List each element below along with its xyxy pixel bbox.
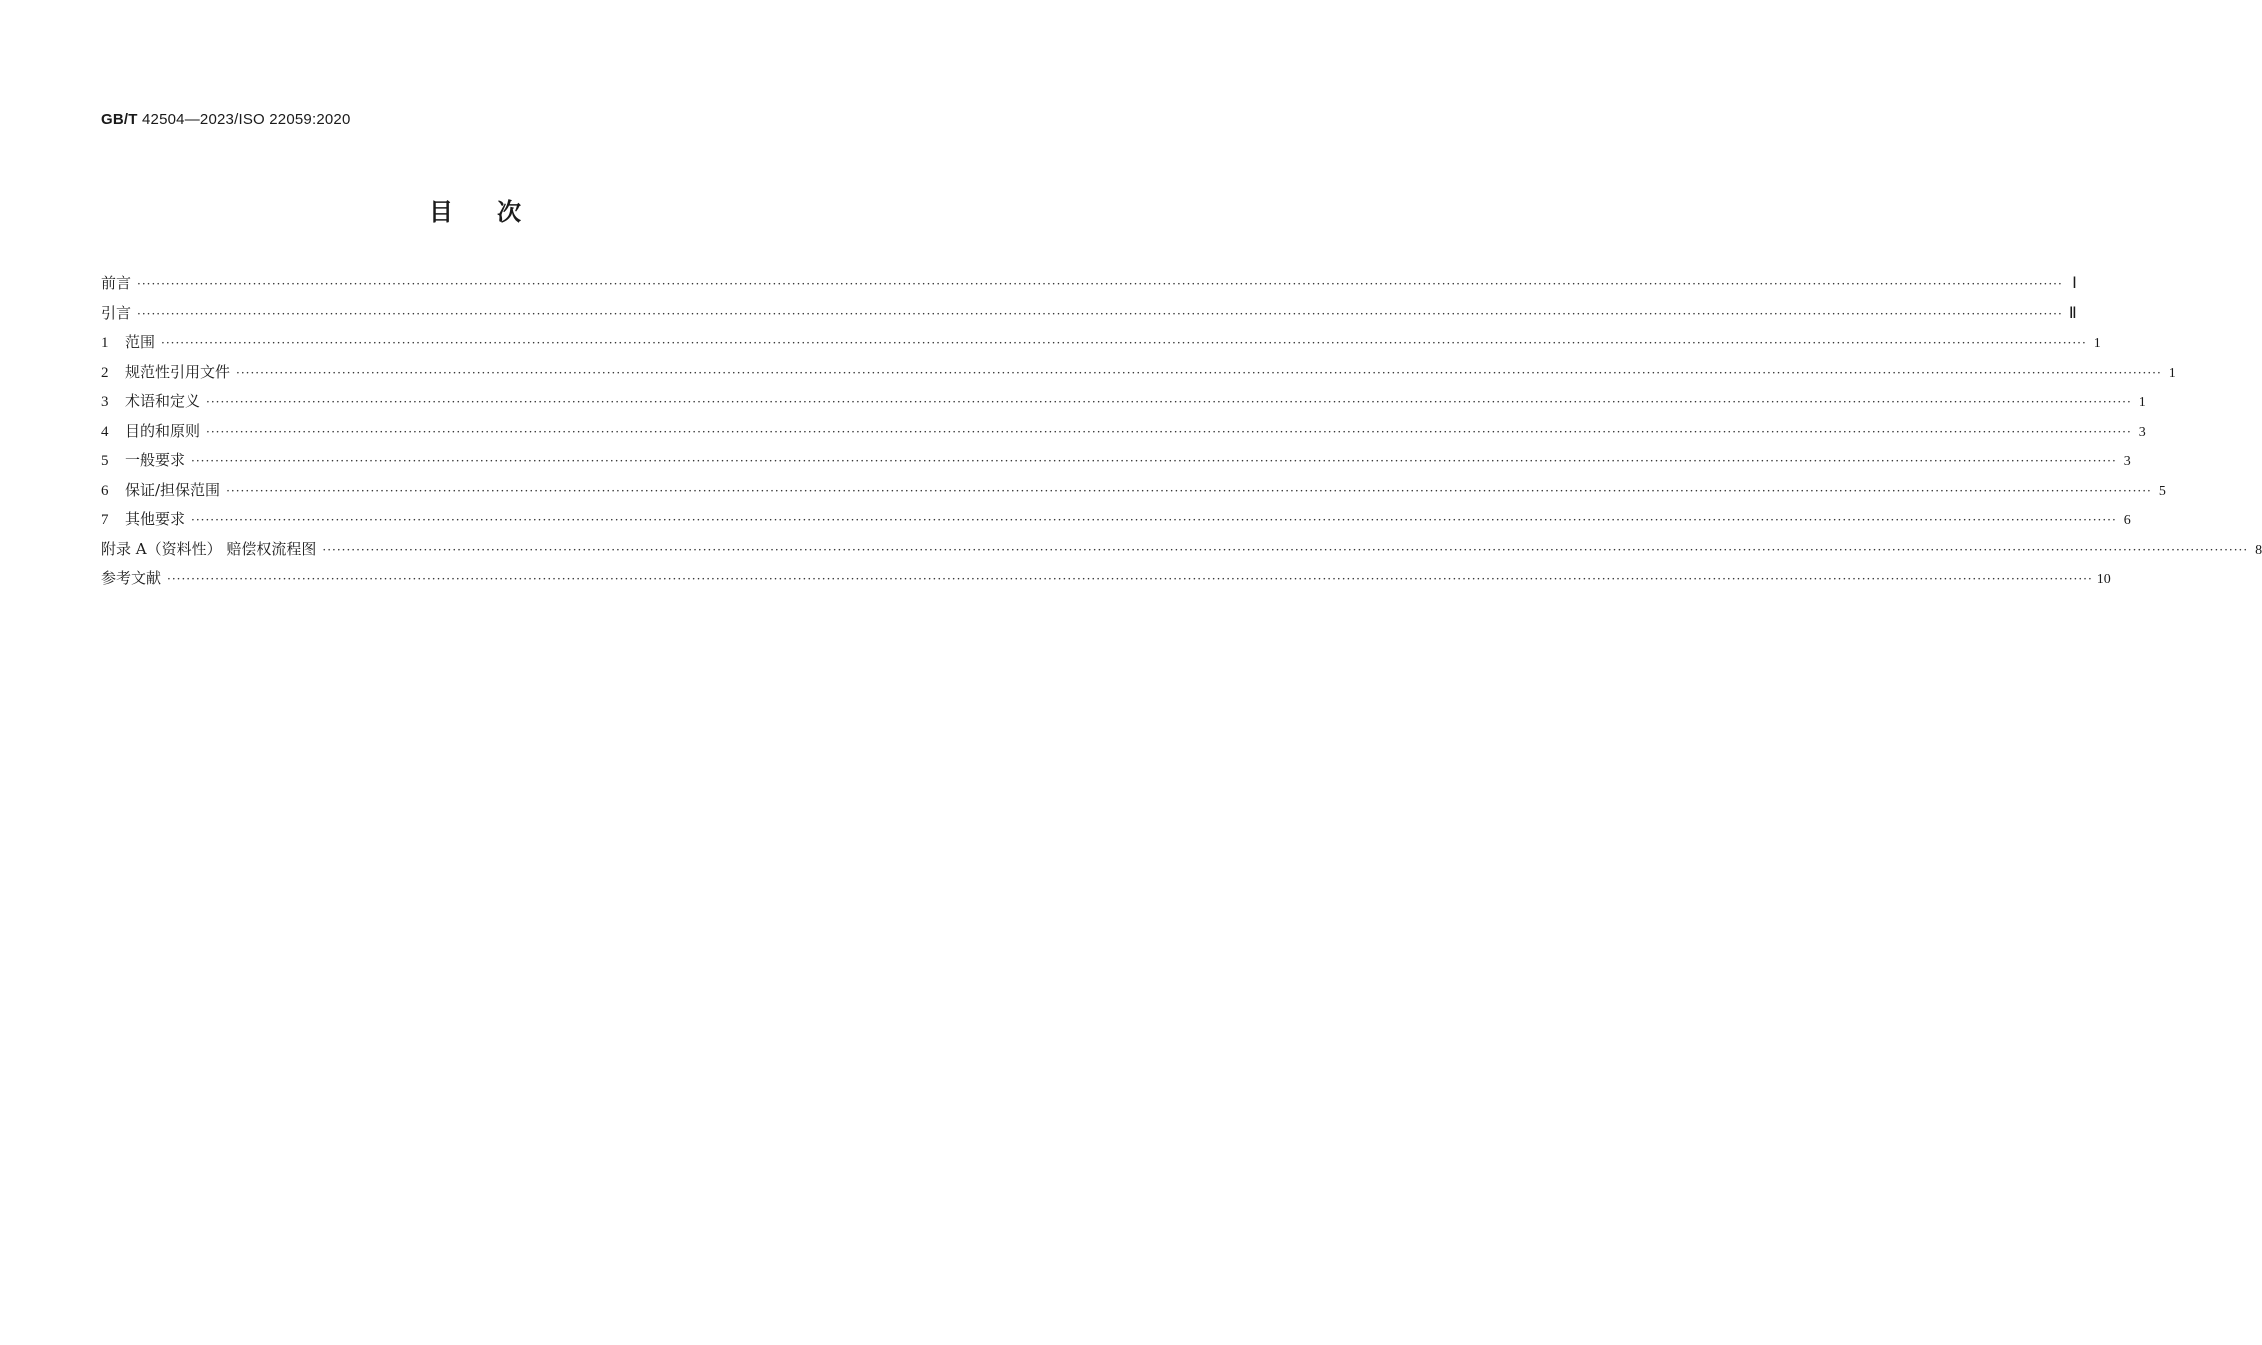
dot-leader: ················································································································································································································································································································································································································: [322, 542, 2249, 557]
toc-entry-page-number: 3: [2138, 424, 2146, 440]
toc-entry-page-number: 1: [2168, 365, 2176, 381]
toc-entry-label: [101, 358, 230, 389]
toc-entry-number: 1: [101, 335, 109, 351]
toc-entry-title: 范围: [125, 333, 156, 351]
dot-leader: ················································································································································································································································································································································································································: [161, 336, 2087, 350]
toc-entry-title: 其他要求: [125, 510, 186, 528]
toc-entry[interactable]: [101, 299, 2077, 329]
dot-leader: ················································································································································································································································································································································································································: [206, 395, 2132, 409]
toc-entry-page-number: 3: [2123, 454, 2131, 469]
toc-entry-label: [101, 299, 131, 329]
table-of-contents: [101, 269, 2262, 594]
toc-entry-title: 目的和原则: [125, 421, 201, 440]
dot-leader: ················································································································································································································································································································································································································: [236, 365, 2162, 380]
dot-leader: ················································································································································································································································································································································································································: [206, 424, 2132, 439]
toc-entry-page-number: 5: [2158, 483, 2166, 499]
toc-entry-label: [101, 446, 185, 477]
toc-entry-label: [101, 328, 155, 359]
toc-entry-label: [101, 417, 200, 448]
toc-entry-label: [101, 387, 200, 418]
toc-entry-title: 附录 A（资料性） 赔偿权流程图: [101, 539, 317, 558]
toc-entry-label: [101, 476, 220, 507]
toc-entry-title: 保证/担保范围: [125, 480, 221, 499]
toc-entry-page-number: 10: [2096, 572, 2111, 587]
dot-leader: ················································································································································································································································································································································································································: [137, 306, 2063, 321]
toc-entry-label: [101, 535, 316, 565]
toc-entry-number: 7: [101, 512, 109, 528]
toc-entry-number: 6: [101, 482, 109, 499]
toc-entry[interactable]: [101, 535, 2262, 565]
toc-entry-label: [101, 564, 161, 594]
toc-entry-title: 一般要求: [125, 451, 186, 469]
toc-entry-label: [101, 269, 131, 299]
toc-entry[interactable]: [101, 269, 2077, 299]
toc-entry-number: 2: [101, 364, 109, 381]
standard-identifier: 42504—2023/ISO 22059:2020: [137, 111, 351, 128]
toc-entry-page-number: 1: [2138, 395, 2146, 410]
dot-leader: ················································································································································································································································································································································································································: [191, 513, 2117, 527]
toc-entry[interactable]: [101, 328, 2101, 358]
toc-entry-number: 3: [101, 394, 109, 410]
dot-leader: ················································································································································································································································································································································································································: [226, 483, 2152, 498]
toc-entry[interactable]: [101, 476, 2166, 506]
toc-entry-label: [101, 505, 185, 536]
dot-leader: ················································································································································································································································································································································································································: [167, 572, 2093, 586]
toc-entry[interactable]: [101, 358, 2176, 388]
toc-entry-page-number: 8: [2255, 542, 2262, 558]
standard-prefix: GB/T: [101, 111, 138, 128]
toc-entry-page-number: 6: [2123, 513, 2131, 528]
standard-number: [101, 111, 351, 128]
page-title: 目次: [429, 198, 565, 226]
toc-entry-title: 规范性引用文件: [125, 362, 231, 381]
dot-leader: ················································································································································································································································································································································································································: [137, 277, 2063, 291]
toc-entry[interactable]: [101, 417, 2146, 447]
toc-entry-number: 5: [101, 453, 109, 469]
toc-entry-title: 前言: [101, 274, 132, 292]
toc-entry-page-number: 1: [2093, 336, 2101, 351]
toc-entry-title: 术语和定义: [125, 392, 201, 410]
dot-leader: ················································································································································································································································································································································································································: [191, 454, 2117, 468]
toc-entry[interactable]: [101, 446, 2131, 476]
toc-entry-title: 引言: [101, 303, 132, 322]
toc-entry[interactable]: [101, 505, 2131, 535]
toc-entry-page-number: Ⅱ: [2068, 304, 2077, 322]
toc-entry-number: 4: [101, 423, 109, 440]
toc-entry[interactable]: [101, 387, 2146, 417]
toc-entry-title: 参考文献: [101, 569, 162, 587]
toc-entry[interactable]: [101, 564, 2111, 594]
toc-entry-page-number: Ⅰ: [2072, 275, 2077, 292]
